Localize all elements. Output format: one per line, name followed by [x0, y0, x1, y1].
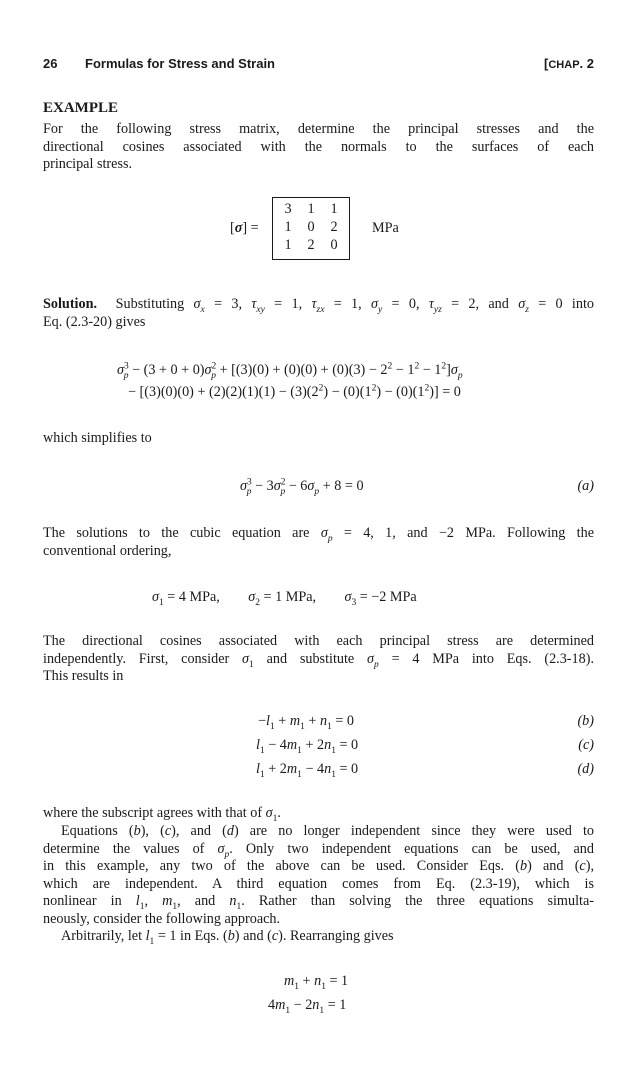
- characteristic-equation-line2: − $[(3)(0)(0) + (2)(2)(1)(1) - (3)(2^2) - (0)(1^2) - (0)(1^2)] = 0$: [128, 383, 461, 400]
- equation-label-b: (b): [577, 713, 594, 729]
- stress-matrix: [272, 197, 350, 260]
- example-heading: EXAMPLE: [43, 100, 118, 116]
- cubic-line: conventional ordering,: [43, 542, 172, 559]
- para2-line: which are independent. A third equation comes from Eq. (2.3-19), which is: [43, 875, 594, 892]
- solution-paragraph: [43, 296, 594, 331]
- para2-line: neously, consider the following approach.: [43, 910, 281, 927]
- equation-label-d: (d): [577, 761, 594, 777]
- matrix-label: [σ] =: [230, 220, 259, 236]
- solution-line: Solution. Substituting $\sigma_x = 3$, $\tau_{xy} = 1$, $\tau_{zx} = 1$, $\sigma_y = 0$, $\tau_{yz} = 2$, and $\sigma_z = 0$ into: [43, 296, 594, 315]
- dir-line: This results in: [43, 668, 124, 684]
- running-title: Formulas for Stress and Strain: [85, 56, 275, 71]
- dir-line: The directional cosines associated with each principal stress are determined: [43, 633, 594, 649]
- independence-paragraph: [43, 823, 594, 946]
- page-number: 26: [43, 56, 58, 71]
- intro-line: principal stress.: [43, 156, 133, 172]
- example-intro: [43, 121, 594, 174]
- matrix-row: 1 2 0: [284, 237, 338, 253]
- matrix-row: 1 0 2: [284, 219, 338, 235]
- para2-line: determine the values of $\sigma_p$. Only two independent equations can be used, and: [43, 840, 594, 860]
- matrix-unit: MPa: [372, 220, 399, 236]
- cubic-equation: $\sigma^3_p - 3\sigma^2_p - 6\sigma_p + 8 = 0$: [240, 477, 364, 497]
- matrix-row: 3 1 1: [284, 201, 338, 217]
- para2-line: in this example, any two of the above can be used. Consider Eqs. (b) and (c),: [43, 858, 595, 874]
- rearranged-equation-1: $m_1 + n_1 = 1$: [284, 973, 349, 992]
- equation-b: $-l_1 + m_1 + n_1 = 0$: [258, 713, 354, 732]
- arbitrarily-line: Arbitrarily, let $l_1 = 1$ in Eqs. (b) and (c). Rearranging gives: [61, 928, 394, 947]
- cubic-line: The solutions to the cubic equation are $\sigma_p = 4$, 1, and −2 MPa. Following the: [43, 525, 595, 544]
- para2-line: Equations (b), (c), and (d) are no longer independent since they were used to: [61, 823, 595, 839]
- equation-label-c: (c): [578, 737, 594, 753]
- dir-line: independently. First, consider $\sigma_1$ and substitute $\sigma_p = 4$ MPa into Eqs. (2.3-18).: [43, 650, 594, 670]
- chapter-label: [CHAP. 2: [544, 56, 594, 71]
- principal-stresses: $\sigma_1 = 4$ MPa, $\sigma_2 = 1$ MPa, $\sigma_3 = -2$ MPa: [152, 589, 417, 608]
- simplifies-text: which simplifies to: [43, 430, 152, 446]
- equation-c: $l_1 - 4m_1 + 2n_1 = 0$: [256, 737, 359, 756]
- equation-d: $l_1 + 2m_1 - 4n_1 = 0$: [256, 761, 359, 780]
- intro-line: directional cosines associated with the normals to the surfaces of each: [43, 138, 594, 155]
- directional-cosines-paragraph: [43, 633, 594, 686]
- running-header: [43, 56, 594, 74]
- rearranged-equation-2: $4m_1 - 2n_1 = 1$: [268, 997, 347, 1016]
- cubic-solution-paragraph: [43, 525, 594, 560]
- para2-line: nonlinear in $l_1$, $m_1$, and $n_1$. Rather than solving the three equations simulta-: [43, 893, 594, 912]
- intro-line: For the following stress matrix, determine the principal stresses and the: [43, 121, 594, 137]
- subscript-note: where the subscript agrees with that of $\sigma_1$.: [43, 805, 281, 824]
- solution-line: Eq. (2.3-20) gives: [43, 313, 146, 330]
- equation-label-a: (a): [577, 478, 594, 494]
- characteristic-equation-line1: $\sigma^3_p - (3 + 0 + 0)\sigma^2_p + [(3)(0) + (0)(0) + (0)(3) - 2^2 - 1^2 - 1^2]\sigma_p$: [117, 361, 463, 381]
